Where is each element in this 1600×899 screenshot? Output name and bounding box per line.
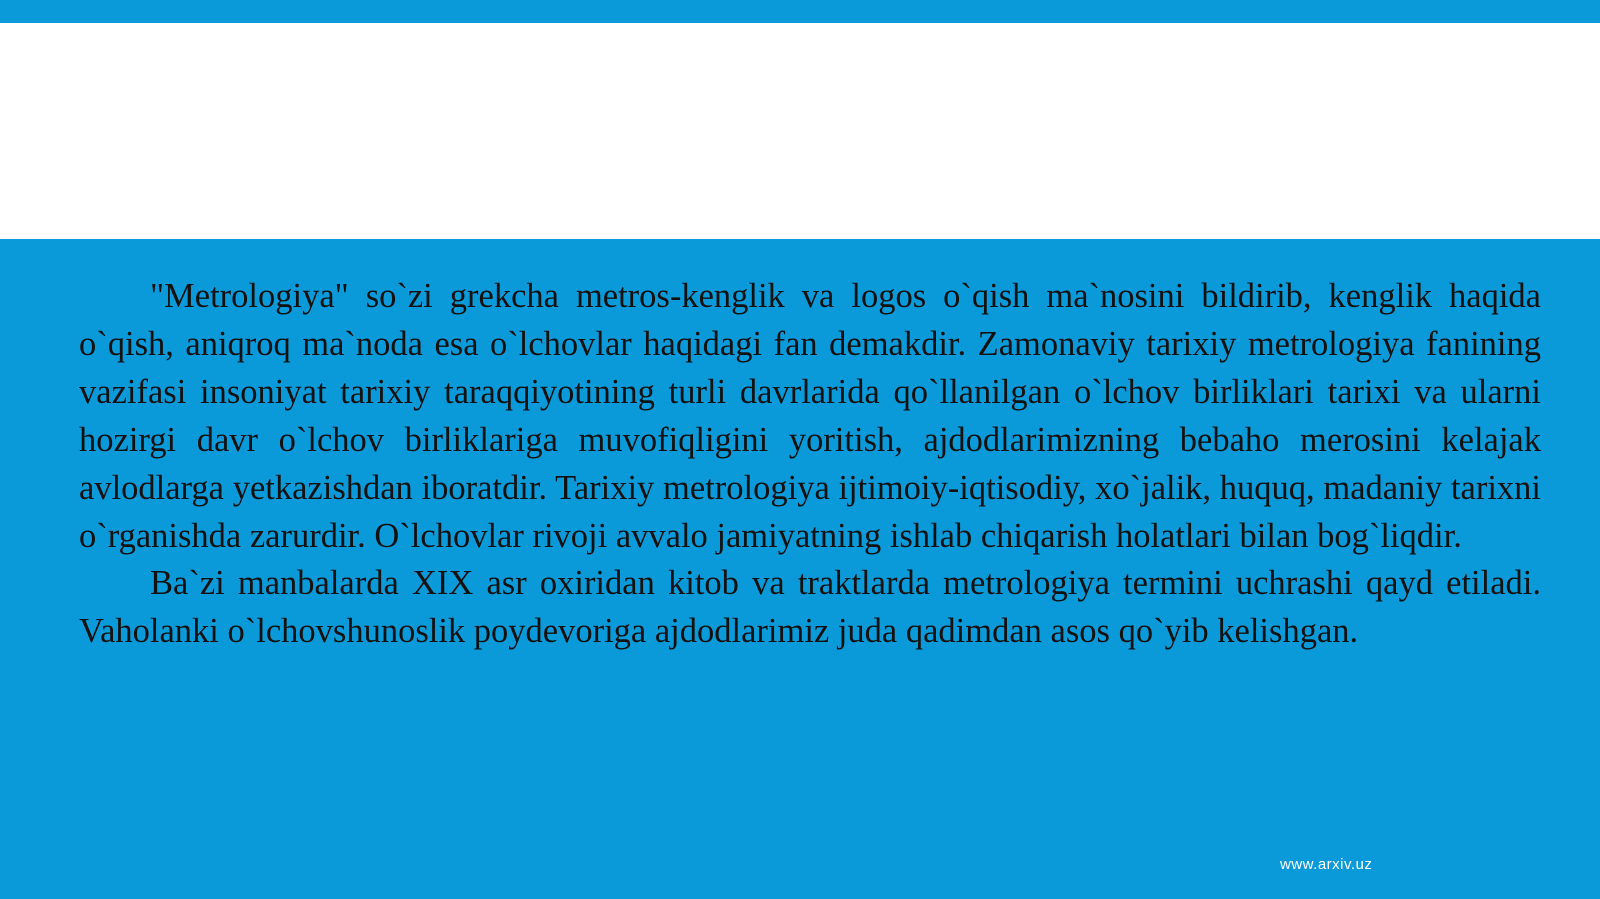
- slide-title-area: [0, 23, 1600, 239]
- top-accent-bar: [0, 0, 1600, 23]
- footer-website: www.arxiv.uz: [1280, 856, 1373, 873]
- paragraph-metrologiya-definition: "Metrologiya" so`zi grekcha metros-kenglik va logos o`qish ma`nosini bildirib, kenglik haqida o`qish, aniqroq ma`noda esa o`lchovlar haqidagi fan demakdir. Zamonaviy tarixiy metrologiya fanining vazifasi insoniyat tarixiy taraqqiyotining turli davrlarida qo`llanilgan o`lchov birliklari tarixi va ularni hozirgi davr o`lchov birliklariga muvofiqligini yoritish, ajdodlarimizning bebaho merosini kelajak avlodlarga yetkazishdan iboratdir. Tarixiy metrologiya ijtimoiy-iqtisodiy, xo`jalik, huquq, madaniy tarixni o`rganishda zarurdir. O`lchovlar rivoji avvalo jamiyatning ishlab chiqarish holatlari bilan bog`liqdir.: [79, 277, 1541, 555]
- slide-body-text: [79, 273, 1541, 656]
- paragraph-metrologiya-history: Ba`zi manbalarda XIX asr oxiridan kitob va traktlarda metrologiya termini uchrashi qayd etiladi. Vaholanki o`lchovshunoslik poydevoriga ajdodlarimiz juda qadimdan asos qo`yib kelishgan.: [79, 564, 1541, 651]
